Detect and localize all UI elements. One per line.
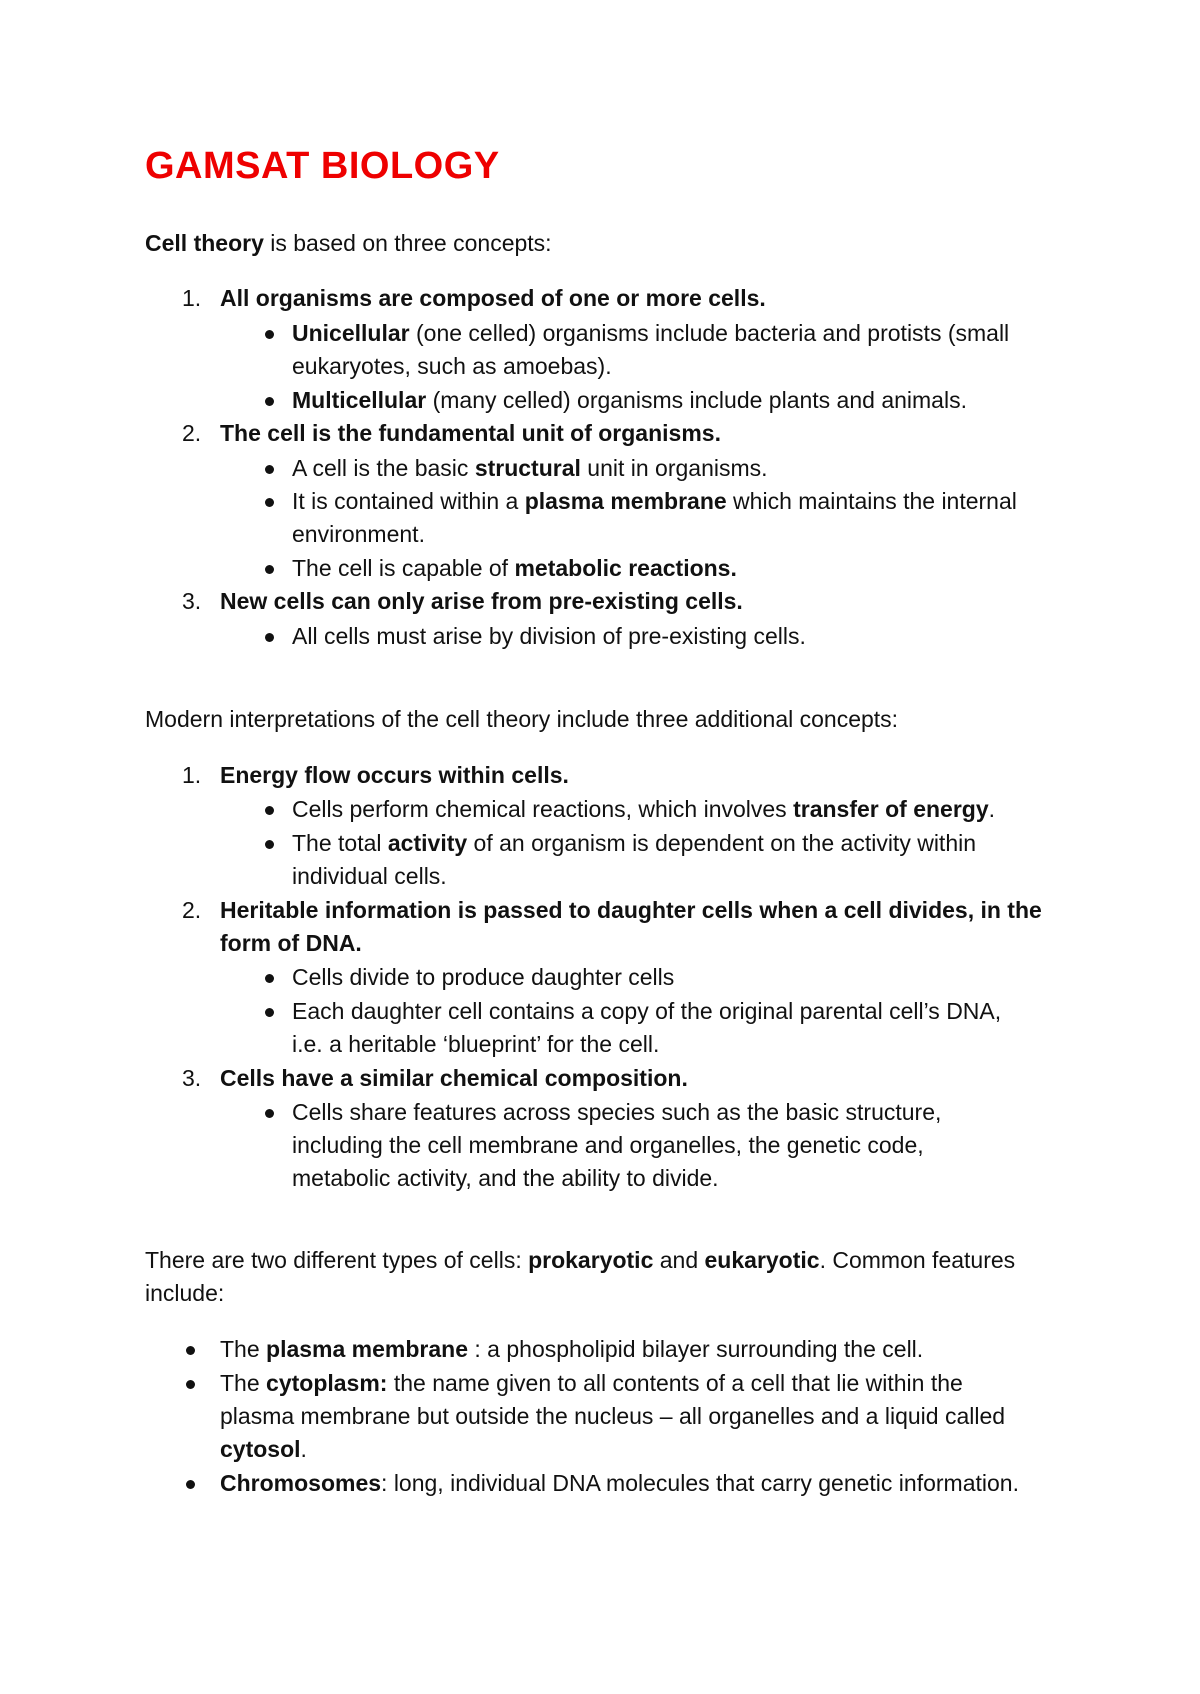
bullet-dot xyxy=(265,565,274,574)
list-number: 1. xyxy=(182,762,202,788)
feature-item-continued: plasma membrane but outside the nucleus – all organelles and a liquid called xyxy=(220,1403,1006,1429)
bullet-dot xyxy=(265,1109,274,1118)
list-item-continued: i.e. a heritable ‘blueprint’ for the cell. xyxy=(292,1031,660,1057)
list-item: It is contained within a plasma membrane which maintains the internal xyxy=(292,488,1017,514)
list-number: 2. xyxy=(182,420,202,446)
list-item-continued: individual cells. xyxy=(292,863,447,889)
list-item: Cells divide to produce daughter cells xyxy=(292,964,675,990)
list-item: All cells must arise by division of pre-existing cells. xyxy=(292,623,806,649)
feature-item: The plasma membrane : a phospholipid bilayer surrounding the cell. xyxy=(220,1336,924,1362)
list-item: Multicellular (many celled) organisms include plants and animals. xyxy=(292,387,967,413)
list-heading: All organisms are composed of one or more cells. xyxy=(220,285,766,311)
cell-types-intro: There are two different types of cells: prokaryotic and eukaryotic. Common features xyxy=(145,1247,1016,1273)
list-item: Each daughter cell contains a copy of the original parental cell’s DNA, xyxy=(292,998,1002,1024)
bullet-dot xyxy=(265,397,274,406)
modern-intro: Modern interpretations of the cell theory include three additional concepts: xyxy=(145,706,899,732)
list-number: 3. xyxy=(182,1065,202,1091)
bullet-dot xyxy=(265,330,274,339)
list-item-continued: eukaryotes, such as amoebas). xyxy=(292,353,612,379)
list-item: A cell is the basic structural unit in organisms. xyxy=(292,455,768,481)
list-item-continued: environment. xyxy=(292,521,425,547)
list-item: The cell is capable of metabolic reactions. xyxy=(292,555,737,581)
feature-item: Chromosomes: long, individual DNA molecules that carry genetic information. xyxy=(220,1470,1019,1496)
feature-item: The cytoplasm: the name given to all contents of a cell that lie within the xyxy=(220,1370,963,1396)
list-heading: New cells can only arise from pre-existing cells. xyxy=(220,588,743,614)
list-heading-continued: form of DNA. xyxy=(220,930,362,956)
list-heading: Energy flow occurs within cells. xyxy=(220,762,569,788)
bullet-dot xyxy=(186,1380,195,1389)
list-heading: The cell is the fundamental unit of organisms. xyxy=(220,420,721,446)
bullet-dot xyxy=(265,840,274,849)
cell-types-intro-continued: include: xyxy=(145,1280,225,1306)
list-number: 3. xyxy=(182,588,202,614)
bullet-dot xyxy=(265,1008,274,1017)
list-heading: Heritable information is passed to daughter cells when a cell divides, in the xyxy=(220,897,1042,923)
bullet-dot xyxy=(186,1480,195,1489)
bullet-dot xyxy=(265,465,274,474)
list-heading: Cells have a similar chemical composition. xyxy=(220,1065,688,1091)
list-number: 1. xyxy=(182,285,202,311)
list-item: Unicellular (one celled) organisms include bacteria and protists (small xyxy=(292,320,1010,346)
document-title: GAMSAT BIOLOGY xyxy=(145,145,500,187)
bullet-dot xyxy=(265,498,274,507)
feature-item-continued: cytosol. xyxy=(220,1436,307,1462)
list-item: Cells share features across species such as the basic structure, xyxy=(292,1099,942,1125)
bullet-dot xyxy=(265,974,274,983)
list-item-continued: including the cell membrane and organelles, the genetic code, xyxy=(292,1132,924,1158)
bullet-dot xyxy=(186,1346,195,1355)
list-number: 2. xyxy=(182,897,202,923)
bullet-dot xyxy=(265,633,274,642)
list-item: Cells perform chemical reactions, which involves transfer of energy. xyxy=(292,796,996,822)
cell-theory-intro: Cell theory is based on three concepts: xyxy=(145,230,552,256)
list-item-continued: metabolic activity, and the ability to divide. xyxy=(292,1165,719,1191)
bullet-dot xyxy=(265,806,274,815)
list-item: The total activity of an organism is dependent on the activity within xyxy=(292,830,977,856)
